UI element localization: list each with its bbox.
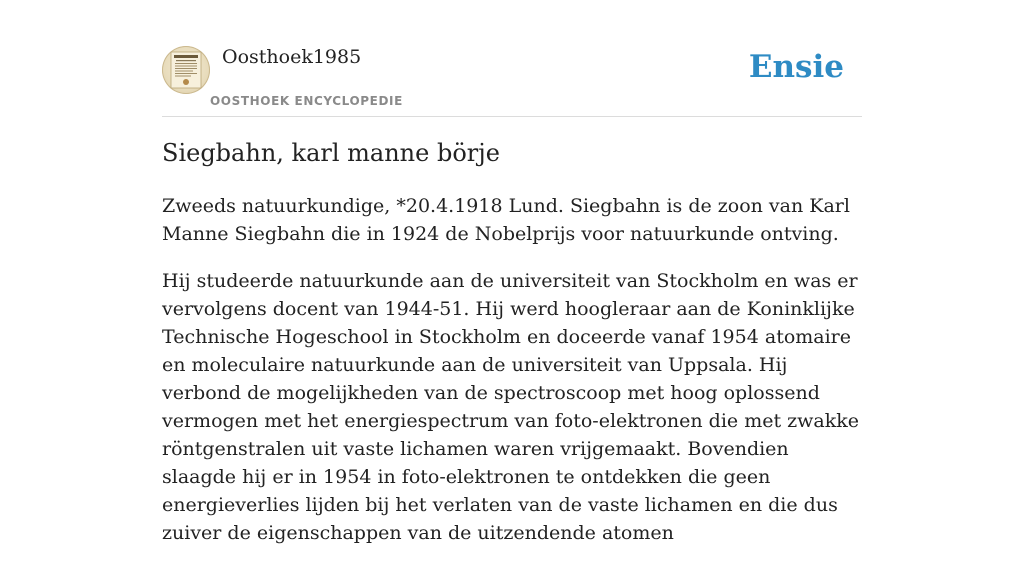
certificate-avatar-icon[interactable] bbox=[162, 46, 210, 94]
article-paragraph: Hij studeerde natuurkunde aan de universiteit van Stockholm en was er vervolgens docent van 1944-51. Hij werd hoogleraar aan de Koninklijke Technische Hogeschool in Stockholm en doceerde vanaf 1954 atomaire en moleculaire natuurkunde aan de universiteit van Uppsala. Hij verbond de mogelijkheden van de spectroscoop met hoog oplossend vermogen met het energiespectrum van foto-elektronen die met zwakke röntgenstralen uit vaste lichamen waren vrijgemaakt. Bovendien slaagde hij er in 1954 in foto-elektronen te ontdekken die geen energieverlies lijden bij het verlaten van de vaste lichamen en die dus zuiver de eigenschappen van de uitzendende atomen bbox=[162, 270, 860, 544]
article-paragraph: Zweeds natuurkundige, *20.4.1918 Lund. Siegbahn is de zoon van Karl Manne Siegbahn die in 1924 de Nobelprijs voor natuurkunde ontving. bbox=[162, 195, 850, 245]
source-subtitle: OOSTHOEK ENCYCLOPEDIE bbox=[210, 94, 403, 108]
author-name[interactable]: Oosthoek1985 bbox=[222, 46, 362, 68]
article-title: Siegbahn, karl manne börje bbox=[162, 139, 500, 167]
brand-logo[interactable]: Ensie bbox=[748, 49, 844, 85]
page-header bbox=[162, 44, 862, 117]
article-body bbox=[162, 192, 862, 566]
